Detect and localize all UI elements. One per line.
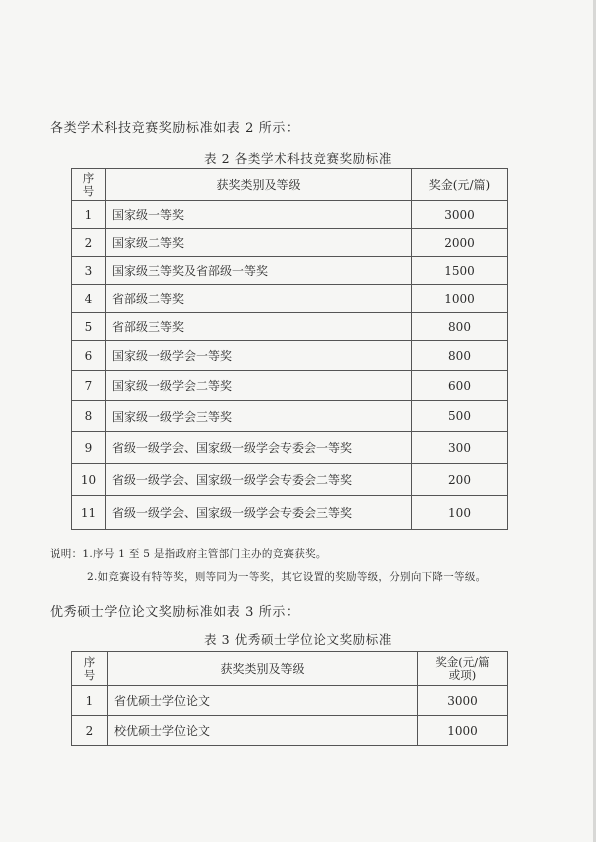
table-row bbox=[72, 401, 508, 432]
row-category: 省级一级学会、国家级一级学会专委会一等奖 bbox=[106, 432, 412, 464]
row-number: 8 bbox=[72, 401, 106, 432]
row-amount: 200 bbox=[412, 464, 508, 496]
table2-header-amount: 奖金(元/篇) bbox=[412, 169, 508, 201]
table-row bbox=[72, 257, 508, 285]
row-category: 省优硕士学位论文 bbox=[108, 686, 418, 716]
row-category: 省部级二等奖 bbox=[106, 285, 412, 313]
table-row bbox=[72, 686, 508, 716]
row-amount: 1000 bbox=[418, 716, 508, 746]
table-row bbox=[72, 201, 508, 229]
row-amount: 1500 bbox=[412, 257, 508, 285]
note-1: 说明：1.序号 1 至 5 是指政府主管部门主办的竞赛获奖。 bbox=[50, 548, 327, 560]
row-amount: 3000 bbox=[418, 686, 508, 716]
table-row bbox=[72, 716, 508, 746]
row-category: 国家级一级学会三等奖 bbox=[106, 401, 412, 432]
table3-header-num: 序 号 bbox=[72, 652, 108, 686]
table2-header-row bbox=[72, 169, 508, 201]
row-number: 2 bbox=[72, 229, 106, 257]
table2-body bbox=[72, 201, 508, 530]
table3-header-row bbox=[72, 652, 508, 686]
table-row bbox=[72, 285, 508, 313]
row-amount: 800 bbox=[412, 313, 508, 341]
row-number: 2 bbox=[72, 716, 108, 746]
row-number: 5 bbox=[72, 313, 106, 341]
row-category: 省级一级学会、国家级一级学会专委会二等奖 bbox=[106, 464, 412, 496]
table-row bbox=[72, 341, 508, 371]
row-category: 校优硕士学位论文 bbox=[108, 716, 418, 746]
table3-body bbox=[72, 686, 508, 746]
note-2: 2.如竞赛设有特等奖，则等同为一等奖，其它设置的奖励等级，分别向下降一等级。 bbox=[87, 571, 487, 583]
row-amount: 300 bbox=[412, 432, 508, 464]
table3-header-amount: 奖金(元/篇 或项) bbox=[418, 652, 508, 686]
row-number: 3 bbox=[72, 257, 106, 285]
table3-header-name: 获奖类别及等级 bbox=[108, 652, 418, 686]
table-row bbox=[72, 229, 508, 257]
table-row bbox=[72, 432, 508, 464]
row-category: 国家级一等奖 bbox=[106, 201, 412, 229]
row-category: 国家级一级学会二等奖 bbox=[106, 371, 412, 401]
row-number: 11 bbox=[72, 496, 106, 530]
table2-header-num: 序 号 bbox=[72, 169, 106, 201]
table3-caption: 表 3 优秀硕士学位论文奖励标准 bbox=[203, 632, 392, 647]
row-amount: 2000 bbox=[412, 229, 508, 257]
table2 bbox=[71, 168, 508, 530]
row-amount: 500 bbox=[412, 401, 508, 432]
row-amount: 1000 bbox=[412, 285, 508, 313]
row-category: 省部级三等奖 bbox=[106, 313, 412, 341]
row-number: 4 bbox=[72, 285, 106, 313]
intro-paragraph-table2: 各类学术科技竞赛奖励标准如表 2 所示： bbox=[50, 121, 300, 136]
row-number: 10 bbox=[72, 464, 106, 496]
row-number: 1 bbox=[72, 201, 106, 229]
table2-caption: 表 2 各类学术科技竞赛奖励标准 bbox=[203, 151, 392, 166]
row-category: 国家级三等奖及省部级一等奖 bbox=[106, 257, 412, 285]
table-row bbox=[72, 371, 508, 401]
table-row bbox=[72, 464, 508, 496]
table-row bbox=[72, 496, 508, 530]
row-number: 7 bbox=[72, 371, 106, 401]
row-number: 9 bbox=[72, 432, 106, 464]
table3 bbox=[71, 651, 508, 746]
table2-header-name: 获奖类别及等级 bbox=[106, 169, 412, 201]
intro-paragraph-table3: 优秀硕士学位论文奖励标准如表 3 所示： bbox=[50, 605, 300, 620]
row-category: 省级一级学会、国家级一级学会专委会三等奖 bbox=[106, 496, 412, 530]
row-number: 6 bbox=[72, 341, 106, 371]
row-number: 1 bbox=[72, 686, 108, 716]
table-row bbox=[72, 313, 508, 341]
row-amount: 100 bbox=[412, 496, 508, 530]
row-amount: 600 bbox=[412, 371, 508, 401]
row-amount: 800 bbox=[412, 341, 508, 371]
row-amount: 3000 bbox=[412, 201, 508, 229]
row-category: 国家级二等奖 bbox=[106, 229, 412, 257]
row-category: 国家级一级学会一等奖 bbox=[106, 341, 412, 371]
